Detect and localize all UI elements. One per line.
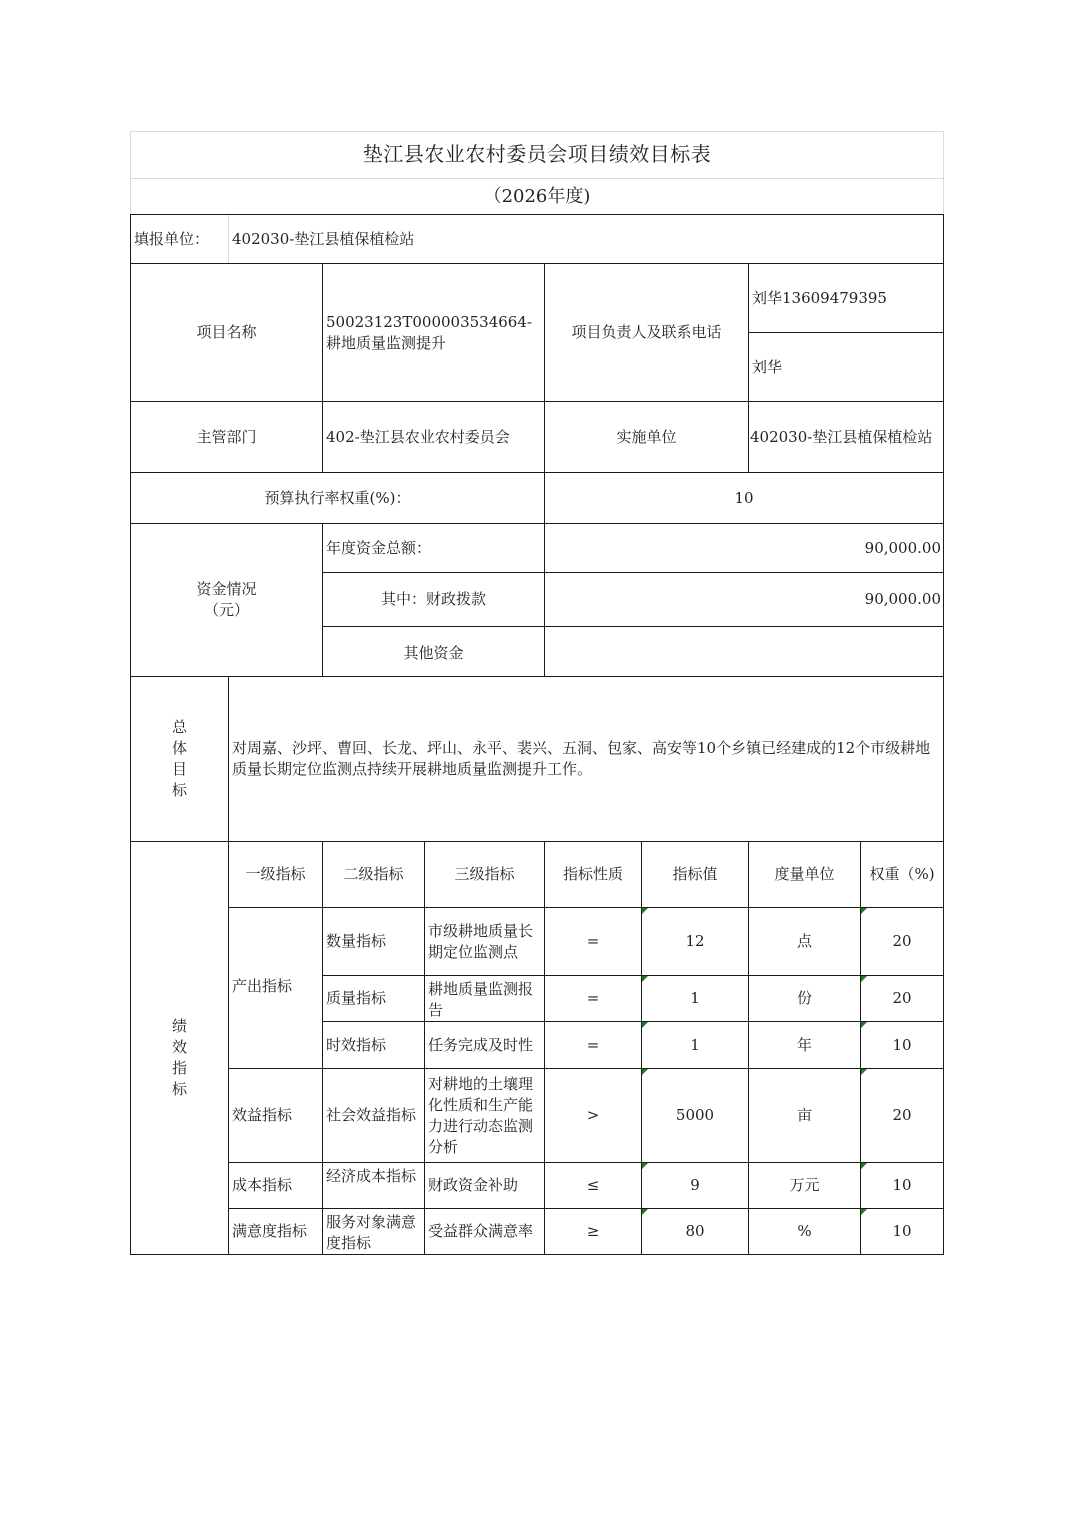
nature-cell: > [586,1106,600,1124]
comment-marker-icon [642,1022,648,1028]
level3-cell: 财政资金补助 [428,1176,519,1194]
funds-total-label: 年度资金总额： [326,538,432,557]
indicators-label-char: 指 [171,1059,187,1077]
weight-cell: 20 [892,1106,912,1124]
goal-label-char: 标 [171,781,187,799]
col-header-weight: 权重（%) [869,865,935,883]
col-header-level1: 一级指标 [245,865,306,883]
grid-line [130,523,944,524]
funds-section-label [131,524,322,676]
comment-marker-icon [642,1209,648,1215]
project-contact-name: 刘华 [752,357,783,376]
comment-marker-icon [861,1209,867,1215]
funds-total-value: 90,000.00 [864,538,941,557]
weight-cell: 10 [892,1035,912,1054]
unit-cell: 万元 [789,1176,820,1194]
level3-cell: 受益群众满意率 [428,1222,534,1240]
overall-goal-label [131,677,228,841]
grid-line [130,401,944,402]
comment-marker-icon [642,908,648,914]
grid-line [228,215,229,263]
comment-marker-icon [861,976,867,982]
grid-line [544,523,545,677]
project-contact-label: 项目负责人及联系电话 [571,323,722,341]
col-header-level2: 二级指标 [343,865,404,883]
level2-cell: 质量指标 [326,989,387,1007]
performance-indicators-label [131,842,228,1254]
comment-marker-icon [861,1069,867,1075]
level2-cell: 经济成本指标 [326,1167,417,1185]
weight-cell: 10 [892,1176,912,1194]
nature-cell: = [586,932,600,950]
grid-line [748,841,749,1255]
grid-line [130,841,944,842]
grid-line [228,907,944,908]
level2-cell: 服务对象满意度指标 [326,1213,417,1252]
col-header-unit: 度量单位 [774,865,835,883]
page-title: 垫江县农业农村委员会项目绩效目标表 [362,142,712,166]
weight-cell: 20 [892,989,912,1007]
funds-label-text: 资金情况 [196,580,257,598]
project-contact-phone: 刘华13609479395 [752,288,887,307]
nature-cell: ≤ [586,1176,600,1194]
indicators-label-char: 绩 [171,1017,187,1035]
col-header-value: 指标值 [672,865,718,883]
grid-line [748,263,749,473]
grid-line [130,263,944,264]
page-subtitle-year: （2026年度) [483,185,591,207]
funds-fiscal-value: 90,000.00 [864,590,941,608]
weight-cell: 20 [892,932,912,950]
grid-line [943,214,944,1255]
col-header-nature: 指标性质 [562,865,623,883]
grid-line [130,214,131,1255]
indicators-label-char: 效 [171,1038,187,1056]
value-cell: 80 [685,1222,705,1240]
value-cell: 1 [690,989,700,1007]
comment-marker-icon [642,1163,648,1169]
comment-marker-icon [642,976,648,982]
project-name-label: 项目名称 [196,323,257,341]
unit-cell: % [797,1222,812,1240]
grid-line [130,676,944,677]
nature-cell: ≥ [586,1222,600,1240]
grid-line [228,1208,944,1209]
impl-unit-value: 402030-垫江县植保植检站 [750,427,933,446]
grid-line [322,263,323,473]
grid-line [322,1021,944,1022]
col-header-level3: 三级指标 [454,865,515,883]
fill-unit-label: 填报单位： [134,229,210,248]
level3-cell: 市级耕地质量长期定位监测点 [428,921,534,961]
unit-cell: 亩 [796,1106,812,1124]
grid-line [322,626,944,627]
grid-line [544,472,545,524]
grid-line [424,841,425,1255]
unit-cell: 点 [796,932,812,950]
funds-other-label: 其他资金 [403,644,464,662]
comment-marker-icon [861,908,867,914]
grid-line [228,676,229,1255]
level3-cell: 任务完成及时性 [428,1035,534,1054]
grid-line [228,1068,944,1069]
grid-line [544,841,545,1255]
indicators-label-char: 标 [171,1080,187,1098]
weight-cell: 10 [892,1222,912,1240]
grid-line [860,841,861,1255]
goal-label-char: 总 [171,718,187,736]
funds-unit-text: （元） [203,601,249,619]
grid-line [322,523,323,677]
fill-unit-value: 402030-垫江县植保植检站 [232,229,415,248]
level1-satisfaction: 满意度指标 [232,1222,308,1240]
nature-cell: = [586,1035,600,1054]
unit-cell: 份 [796,989,812,1007]
budget-weight-label: 预算执行率权重(%)： [264,488,411,507]
impl-unit-label: 实施单位 [616,427,677,446]
nature-cell: = [586,989,600,1007]
grid-line [130,472,944,473]
level1-output: 产出指标 [232,976,293,995]
comment-marker-icon [861,1163,867,1169]
comment-marker-icon [642,1069,648,1075]
goal-label-char: 体 [171,739,187,757]
grid-line [641,841,642,1255]
funds-fiscal-label: 其中：财政拨款 [380,590,486,608]
project-name-value: 50023123T000003534664-耕地质量监测提升 [326,312,532,352]
dept-value: 402-垫江县农业农村委员会 [326,427,510,446]
grid-line [322,841,323,1255]
value-cell: 5000 [675,1106,715,1124]
grid-line [748,332,944,333]
value-cell: 9 [690,1176,700,1194]
level3-cell: 对耕地的土壤理化性质和生产能力进行动态监测分析 [428,1074,534,1156]
value-cell: 12 [685,932,705,950]
unit-cell: 年 [796,1035,812,1054]
grid-line [130,1254,944,1255]
level1-benefit: 效益指标 [232,1106,293,1124]
goal-label-char: 目 [171,760,187,778]
grid-line [130,214,944,215]
overall-goal-text: 对周嘉、沙坪、曹回、长龙、坪山、永平、裴兴、五洞、包家、高安等10个乡镇已经建成的12个市级耕地质量长期定位监测点持续开展耕地质量监测提升工作。 [232,739,931,778]
level1-cost: 成本指标 [232,1176,293,1194]
grid-line [544,263,545,473]
grid-line [322,572,944,573]
level2-cell: 社会效益指标 [326,1106,417,1124]
level3-cell: 耕地质量监测报告 [428,980,534,1019]
dept-label: 主管部门 [196,427,257,446]
grid-line [228,1162,944,1163]
funds-other-value [545,627,943,676]
value-cell: 1 [690,1035,700,1054]
level2-cell: 时效指标 [326,1035,387,1054]
budget-weight-value: 10 [734,488,754,507]
grid-line [322,975,944,976]
comment-marker-icon [861,1022,867,1028]
level2-cell: 数量指标 [326,932,387,950]
